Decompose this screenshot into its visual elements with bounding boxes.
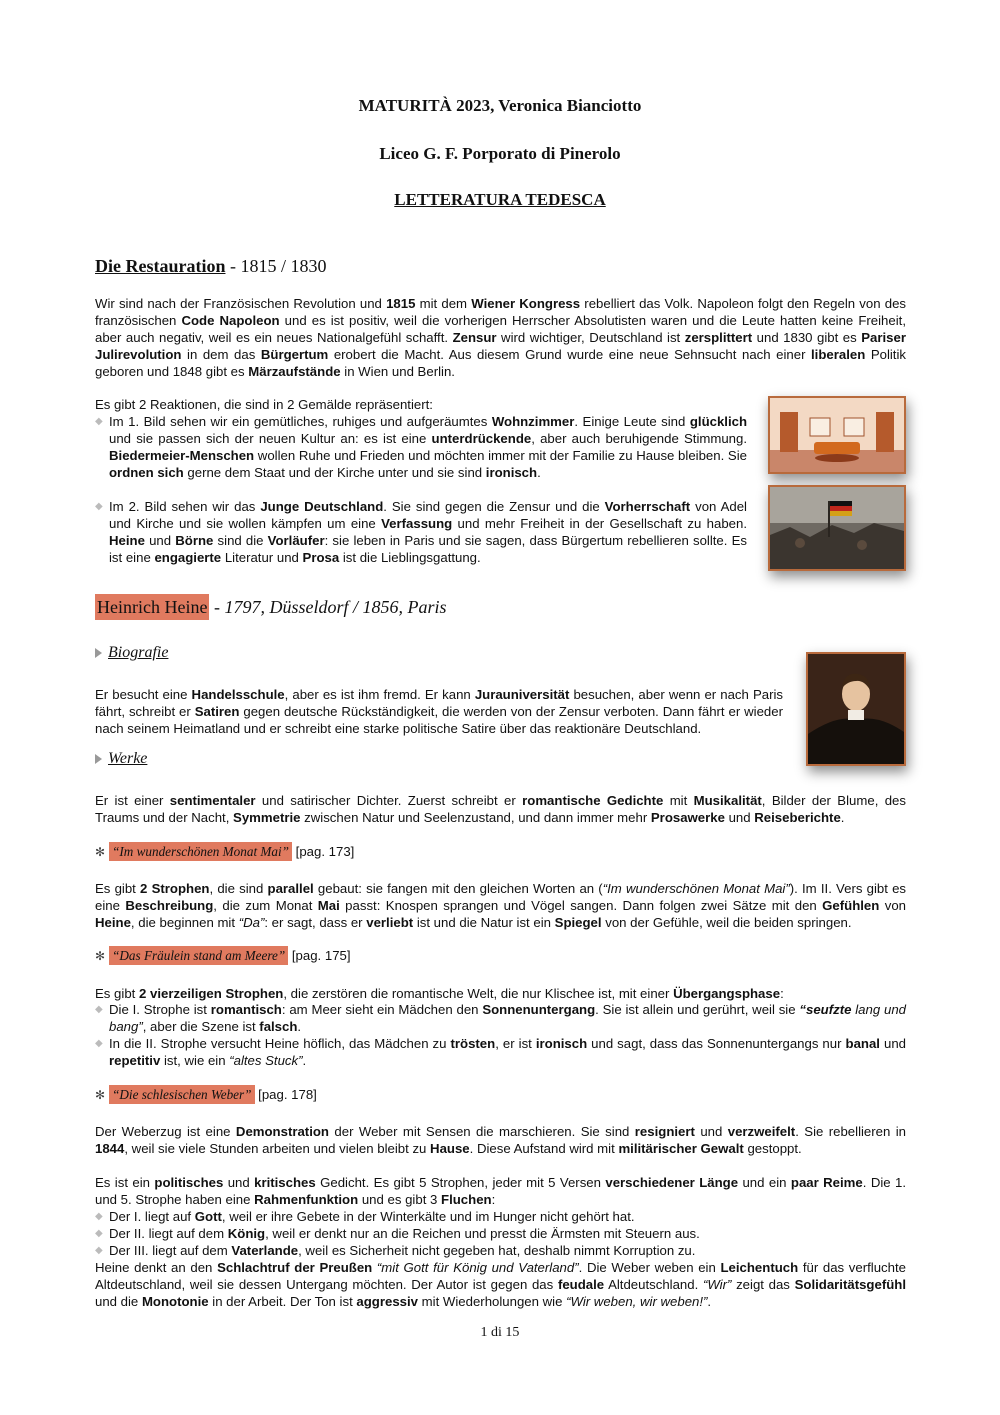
- restauration-paragraph: Wir sind nach der Französischen Revolution und 1815 mit dem Wiener Kongress rebelliert das Volk. Napoleon folgt den Regeln von des französischen Code Napoleon und es ist positiv, weil die vorherigen Herrscher Absolutisten waren und die Leute hatten keine Freiheit, aber auch negativ, weil es ein neues Nationalgefühl schafft. Zensur wird wichtiger, Deutschland ist zersplittert und 1830 gibt es Pariser Julirevolution in dem das Bürgertum erobert die Macht. Aus diesem Grund wurde eine neue Sehnsucht nach einer liberalen Politik geboren und 1848 gibt es Märzaufstände in Wien und Berlin.: [95, 296, 906, 379]
- diamond-bullet-icon: ◆: [95, 1228, 103, 1239]
- diamond-bullet-icon: ◆: [95, 501, 103, 512]
- poem-title: “Die schlesischen Weber”: [109, 1085, 254, 1104]
- section-title-restauration: [95, 256, 326, 277]
- diamond-bullet-icon: ◆: [95, 1211, 103, 1222]
- page-number: 1 di 15: [480, 1325, 520, 1340]
- subsection-biografie-label: Biografie: [108, 644, 169, 661]
- heine-dates: - 1797, Düsseldorf / 1856, Paris: [209, 597, 447, 617]
- asterisk-icon: ✻: [95, 845, 106, 859]
- poem-page: [pag. 178]: [254, 1087, 317, 1102]
- poem-3-paragraph: Der Weberzug ist eine Demonstration der Weber mit Sensen die marschieren. Sie sind resigniert und verzweifelt. Sie rebellieren in 1844, weil sie viele Stunden arbeiten und vielen bleibt zu Hause. Diese Aufstand wird mit militärischer Gewalt gestoppt.: [95, 1124, 907, 1156]
- school-name: Liceo G. F. Porporato di Pinerolo: [379, 144, 621, 163]
- triangle-right-icon: [95, 648, 102, 658]
- diamond-bullet-icon: ◆: [95, 1245, 103, 1256]
- subject-title: LETTERATURA TEDESCA: [394, 190, 606, 209]
- subsection-werke-label: Werke: [108, 750, 148, 767]
- poem-2-lead: Es gibt 2 vierzeiligen Strophen, die zerstören die romantische Welt, die nur Klischee ist, mit einer Übergangsphase:: [95, 986, 784, 1001]
- poem-page: [pag. 175]: [288, 948, 351, 963]
- poem-3-conclusion: Heine denkt an den Schlachtruf der Preußen “mit Gott für König und Vaterland”. Die Weber weben ein Leichentuch für das verfluchte Altdeutschland, weil sie dessen Untergang möchten. Der Autor ist gegen das feudale Altdeutschland. “Wir” zeigt das Solidaritätsgefühl und die Monotonie in der Arbeit. Der Ton ist aggressiv mit Wiederholungen wie “Wir weben, wir weben!”.: [95, 1260, 906, 1309]
- document-page: MATURITÀ 2023, Veronica Bianciotto Liceo G. F. Porporato di Pinerolo LETTERATURA TEDESCA Die Restauration - 1815 / 1830 Wir sind nach der Französischen Revolution und 1815 mit dem Wiener Kongress rebelliert das Volk. Napoleon folgt den Regeln von des französischen Code Napoleon und es ist positiv, weil die vorherigen Herrscher Absolutisten waren und die Leute hatten keine Freiheit, aber auch negativ, weil es ein neues Nationalgefühl schafft. Zensur wird wichtiger, Deutschland ist zersplittert und 1830 gibt es Pariser Julirevolution in dem das Bürgertum erobert die Macht. Aus diesem Grund wurde eine neue Sehnsucht nach einer liberalen Politik geboren und 1848 gibt es Märzaufstände in Wien und Berlin. Es gibt 2 Reaktionen, die sind in 2 Gemälde repräsentiert: ◆ Im 1. Bild sehen wir ein gemütliches, ruhiges und aufgeräumtes Wohnzimmer. Einige Leute sind glücklich und sie passen sich der neuen Kultur an: es ist eine unterdrückende, aber auch beruhigende Stimmung. Biedermeier-Menschen wollen Ruhe und Frieden und möchten immer mit der Familie zu Hause bleiben. Sie ordnen sich gerne dem Staat und der Kirche unter und sie sind ironisch. ◆ Im 2. Bild sehen wir das Junge Deutschland. Sie sind gegen die Zensur und die Vorherrschaft von Adel und Kirche und sie wollen kämpfen um eine Verfassung und mehr Freiheit in der Gesellschaft zu haben. Heine und Börne sind die Vorläufer: sie leben in Paris und sie sagen, dass Bürgertum rebellieren sollte. Es ist eine engagierte Literatur und Prosa ist die Lieblingsgattung. Heinrich Heine - 1797, Düsseldorf / 1856, Paris Biografie Er besucht eine Handelsschule, aber es ist ihm fremd. Er kann Jurauniversität besuchen, aber wenn er nach Paris fährt, schreibt er Satiren gegen deutsche Rückständigkeit, die werden von der Zensur verboten. Dann fährt er wieder nach seinem Heimatland und er schreibt eine starke politische Satire über das reaktionäre Deutschland. Werke Er ist einer sentimentaler und satirischer Dichter. Zuerst schreibt er romantische Gedichte mit Musikalität, Bilder der Blume, des Traums und der Nacht, Symmetrie zwischen Natur und Seelenzustand, und dann immer mehr Prosawerke und Reiseberichte. ✻ “Im wunderschönen Monat Mai” [pag. 173] Es gibt 2 Strophen, die sind parallel gebaut: sie fangen mit den gleichen Worten an (“Im wunderschönen Monat Mai”). Im II. Vers gibt es eine Beschreibung, die zum Monat Mai passt: Knospen sprangen und Vögel sangen. Dann folgen zwei Sätze mit den Gefühlen von Heine, die beginnen mit “Da”: er sagt, dass er verliebt ist und die Natur ist ein Spiegel von der Gefühle, weil die beiden springen. ✻ “Das Fräulein stand am Meere” [pag. 175] Es gibt 2 vierzeiligen Strophen, die zerstören die romantische Welt, die nur Klischee ist, mit einer Übergangsphase: ◆ Die I. Strophe ist romantisch: am Meer sieht ein Mädchen den Sonnenuntergang. Sie ist allein und gerührt, weil sie “seufzte lang und bang”, aber die Szene ist falsch. ◆ In die II. Strophe versucht Heine höflich, das Mädchen zu trösten, er ist ironisch und sagt, dass das Sonnenuntergangs nur banal und repetitiv ist, wie ein “altes Stuck”. ✻ “Die schlesischen Weber” [pag. 178] Der Weberzug ist eine Demonstration der Weber mit Sensen die marschieren. Sie sind resigniert und verzweifelt. Sie rebellieren in 1844, weil sie viele Stunden arbeiten und vielen bleibt zu Hause. Diese Aufstand wird mit militärischer Gewalt gestoppt. Es ist ein politisches und kritisches Gedicht. Es gibt 5 Strophen, jeder mit 5 Versen verschiedener Länge und ein paar Reime. Die 1. und 5. Strophe haben eine Rahmenfunktion und es gibt 3 Fluchen: ◆ Der I. liegt auf Gott, weil er ihre Gebete in der Winterkälte und im Hunger nicht gehört hat. ◆ Der II. liegt auf dem König, weil er denkt nur an die Reichen und presst die Ärmsten mit Steuern aus. ◆ Der III. liegt auf dem Vaterlande, weil es Sicherheit nicht gegeben hat, deshalb nimmt Korruption zu. Heine denkt an den Schlachtruf der Preußen “mit Gott für König und Vaterland”. Die Weber weben ein Leichentuch für das verfluchte Altdeutschland, weil sie dessen Untergang möchten. Der Autor ist gegen das feudale Altdeutschland. “Wir” zeigt das Solidaritätsgefühl und die Monotonie in der Arbeit. Der Ton ist aggressiv mit Wiederholungen wie “Wir weben, wir weben!”. 1 di 15: [0, 0, 1000, 1415]
- diamond-bullet-icon: ◆: [95, 1004, 103, 1015]
- poem-heading-3: [95, 1087, 317, 1103]
- poem-title: “Das Fräulein stand am Meere”: [109, 946, 288, 965]
- reactions-lead: Es gibt 2 Reaktionen, die sind in 2 Gemälde repräsentiert:: [95, 397, 433, 412]
- subsection-biografie: [95, 644, 168, 662]
- revolution-painting-image: [768, 485, 906, 571]
- section-title-heine: [95, 597, 446, 618]
- biografie-paragraph: Er besucht eine Handelsschule, aber es ist ihm fremd. Er kann Jurauniversität besuchen, aber wenn er nach Paris fährt, schreibt er Satiren gegen deutsche Rückständigkeit, die werden von der Zensur verboten. Dann fährt er wieder nach seinem Heimatland und er schreibt eine starke politische Satire über das reaktionäre Deutschland.: [95, 687, 783, 736]
- poem-page: [pag. 173]: [292, 844, 355, 859]
- document-title: MATURITÀ 2023, Veronica Bianciotto: [358, 96, 642, 115]
- diamond-bullet-icon: ◆: [95, 416, 103, 427]
- heine-name: Heinrich Heine: [95, 594, 209, 620]
- biedermeier-room-image: [768, 396, 906, 474]
- asterisk-icon: ✻: [95, 1088, 106, 1102]
- subsection-werke: [95, 750, 147, 768]
- poem-title: “Im wunderschönen Monat Mai”: [109, 842, 292, 861]
- werke-paragraph: Er ist einer sentimentaler und satirischer Dichter. Zuerst schreibt er romantische Gedichte mit Musikalität, Bilder der Blume, des Traums und der Nacht, Symmetrie zwischen Natur und Seelenzustand, und dann immer mehr Prosawerke und Reiseberichte.: [95, 793, 906, 825]
- heine-portrait-image: [806, 652, 906, 766]
- poem-3-analysis: Es ist ein politisches und kritisches Gedicht. Es gibt 5 Strophen, jeder mit 5 Versen verschiedener Länge und ein paar Reime. Die 1. und 5. Strophe haben eine Rahmenfunktion und es gibt 3 Fluchen:: [95, 1175, 907, 1207]
- triangle-right-icon: [95, 754, 102, 764]
- asterisk-icon: ✻: [95, 949, 106, 963]
- poem-heading-2: [95, 948, 351, 964]
- section-title-restauration-name: Die Restauration: [95, 256, 226, 276]
- poem-1-paragraph: Es gibt 2 Strophen, die sind parallel gebaut: sie fangen mit den gleichen Worten an (“Im wunderschönen Monat Mai”). Im II. Vers gibt es eine Beschreibung, die zum Monat Mai passt: Knospen sprangen und Vögel sangen. Dann folgen zwei Sätze mit den Gefühlen von Heine, die beginnen mit “Da”: er sagt, dass er verliebt ist und die Natur ist ein Spiegel von der Gefühle, weil die beiden springen.: [95, 881, 907, 930]
- section-title-restauration-dates: - 1815 / 1830: [225, 256, 327, 276]
- diamond-bullet-icon: ◆: [95, 1038, 103, 1049]
- poem-heading-1: [95, 844, 354, 860]
